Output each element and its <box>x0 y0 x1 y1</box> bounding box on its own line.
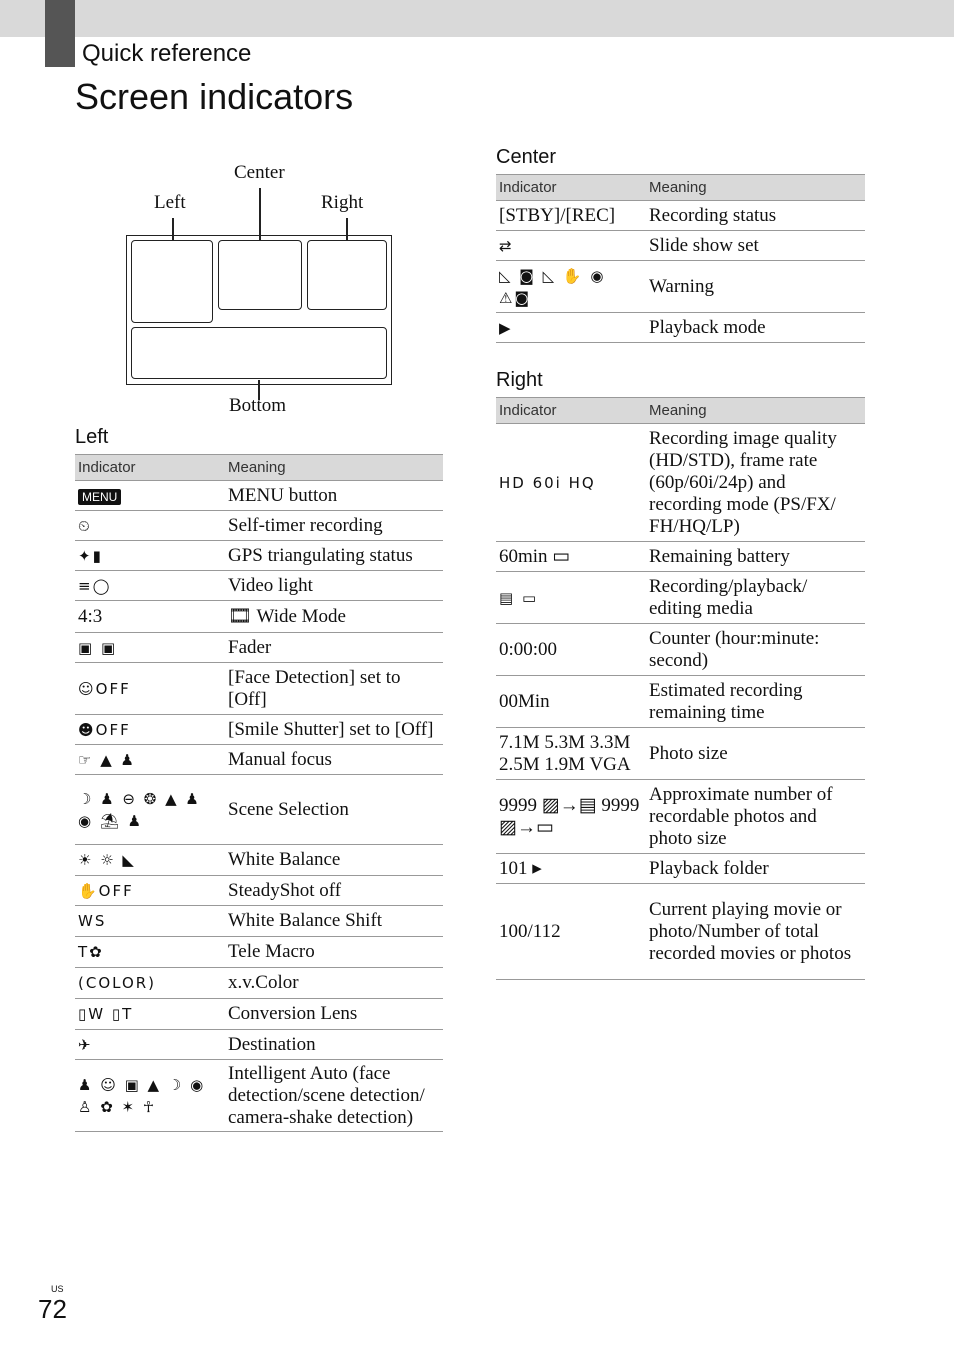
indicator-column-header: Indicator <box>496 175 646 201</box>
table-row <box>75 571 443 601</box>
meaning-cell: Intelligent Auto (face detection/scene detection/ camera-shake detection) <box>225 1060 443 1132</box>
indicator-cell <box>75 876 225 906</box>
indicator-icon: WS <box>78 912 107 930</box>
indicator-cell <box>496 542 646 572</box>
center-table-title: Center <box>496 146 557 168</box>
indicator-cell <box>496 261 646 313</box>
meaning-cell: Estimated recording remaining time <box>646 676 865 728</box>
table-row <box>496 624 865 676</box>
indicator-cell <box>496 231 646 261</box>
right-table-title: Right <box>496 369 543 391</box>
indicator-icon: ◺ ◙ ◺ ✋ ◉ ⚠◙ <box>499 266 606 307</box>
meaning-cell: Playback folder <box>646 854 865 884</box>
table-row <box>75 745 443 775</box>
left-table-title: Left <box>75 426 109 448</box>
table-row <box>75 845 443 876</box>
indicator-icon: ⇄ <box>499 236 514 255</box>
table-row <box>496 201 865 231</box>
meaning-cell: 🎞 Wide Mode <box>225 601 443 633</box>
indicator-cell <box>75 511 225 541</box>
left-area-box <box>131 240 213 323</box>
table-row <box>75 601 443 633</box>
indicator-cell <box>496 676 646 728</box>
meaning-cell: Remaining battery <box>646 542 865 572</box>
indicator-icon: ☽ ♟ ⊖ ❂ ▲ ♟ ◉ ⛱ ♟ <box>78 789 201 830</box>
table-row <box>75 633 443 663</box>
table-row <box>496 313 865 343</box>
indicator-icon: 0:00:00 <box>499 638 558 660</box>
meaning-cell: Tele Macro <box>225 937 443 968</box>
table-row <box>496 542 865 572</box>
indicator-cell <box>496 854 646 884</box>
meaning-cell: Approximate number of recordable photos and photo size <box>646 780 865 854</box>
indicator-cell <box>75 845 225 876</box>
left-indicator-table <box>75 454 443 1132</box>
table-row <box>75 541 443 571</box>
table-row <box>75 968 443 999</box>
meaning-cell: Fader <box>225 633 443 663</box>
indicator-cell <box>75 663 225 715</box>
indicator-icon: [STBY]/[REC] <box>499 204 616 226</box>
indicator-icon: ✦▮ <box>78 546 103 565</box>
table-row <box>75 481 443 511</box>
indicator-cell <box>75 601 225 633</box>
indicator-cell <box>496 780 646 854</box>
indicator-icon: 100/112 <box>499 920 561 942</box>
indicator-icon: ≡◯ <box>78 576 112 595</box>
meaning-column-header: Meaning <box>225 455 443 481</box>
indicator-icon: ▶ <box>499 318 513 337</box>
indicator-cell <box>496 624 646 676</box>
table-row <box>75 1060 443 1132</box>
indicator-cell <box>75 633 225 663</box>
table-row <box>496 780 865 854</box>
table-row <box>496 676 865 728</box>
meaning-cell: Destination <box>225 1030 443 1060</box>
center-area-box <box>218 240 302 310</box>
center-indicator-table <box>496 174 865 343</box>
indicator-cell <box>75 937 225 968</box>
page-title: Screen indicators <box>75 76 354 117</box>
indicator-column-header: Indicator <box>75 455 225 481</box>
indicator-icon: 4:3 <box>78 605 103 627</box>
diagram-right-label: Right <box>321 192 364 213</box>
image-quality-icon: HD 60i HQ <box>499 473 596 492</box>
meaning-cell: Photo size <box>646 728 865 780</box>
section-tab <box>45 0 75 67</box>
meaning-cell: Counter (hour:minute: second) <box>646 624 865 676</box>
screen-frame <box>126 235 392 385</box>
table-row <box>75 511 443 541</box>
meaning-cell: GPS triangulating status <box>225 541 443 571</box>
table-row <box>496 231 865 261</box>
indicator-icon: ☞ ▲ ♟ <box>78 750 136 769</box>
indicator-cell <box>496 728 646 780</box>
meaning-cell: x.v.Color <box>225 968 443 999</box>
meaning-cell: Manual focus <box>225 745 443 775</box>
meaning-cell: Recording image quality (HD/STD), frame rate (60p/60i/24p) and recording mode (PS/FX/ FH/HQ/LP) <box>646 424 865 542</box>
meaning-cell: Playback mode <box>646 313 865 343</box>
meaning-cell: Recording status <box>646 201 865 231</box>
indicator-icon: ⏲ <box>78 516 92 535</box>
table-row <box>75 663 443 715</box>
page-region: US <box>51 1284 64 1294</box>
indicator-icon: 7.1M 5.3M 3.3M 2.5M 1.9M VGA <box>499 731 631 775</box>
meaning-cell: Warning <box>646 261 865 313</box>
indicator-icon: ✈ <box>78 1035 93 1054</box>
indicator-icon: 101 ▸ <box>499 857 542 879</box>
table-row <box>75 999 443 1030</box>
meaning-column-header: Meaning <box>646 175 865 201</box>
indicator-icon: ♟ ☺ ▣ ▲ ☽ ◉ ♙ ✿ ✶ ☥ <box>78 1075 206 1116</box>
indicator-icon: ✋OFF <box>78 881 134 900</box>
table-row <box>496 261 865 313</box>
table-row <box>75 876 443 906</box>
indicator-icon: T✿ <box>78 943 104 961</box>
meaning-cell: White Balance <box>225 845 443 876</box>
indicator-cell <box>496 313 646 343</box>
indicator-cell <box>75 481 225 511</box>
meaning-cell: Scene Selection <box>225 775 443 845</box>
indicator-icon: 00Min <box>499 690 550 712</box>
table-row <box>75 937 443 968</box>
header-bar <box>0 0 954 37</box>
indicator-icon: ☺OFF <box>78 679 131 698</box>
table-row <box>496 424 865 542</box>
indicator-cell <box>75 1030 225 1060</box>
indicator-icon: ▣ ▣ <box>78 638 118 657</box>
menu-icon: MENU <box>78 489 121 505</box>
meaning-cell: Self-timer recording <box>225 511 443 541</box>
meaning-column-header: Meaning <box>646 398 865 424</box>
table-row <box>496 572 865 624</box>
indicator-icon: ☀ ☼ ◣ <box>78 851 136 869</box>
indicator-cell <box>75 999 225 1030</box>
indicator-cell <box>75 715 225 745</box>
indicator-cell <box>496 572 646 624</box>
diagram-left-label: Left <box>154 192 186 213</box>
indicator-column-header: Indicator <box>496 398 646 424</box>
indicator-cell <box>75 968 225 999</box>
diagram-bottom-label: Bottom <box>229 395 287 416</box>
meaning-cell: Slide show set <box>646 231 865 261</box>
meaning-cell: [Smile Shutter] set to [Off] <box>225 715 443 745</box>
indicator-icon: 60min ▭ <box>499 545 571 567</box>
page-number: 72 <box>38 1294 67 1324</box>
center-leader-line <box>259 188 261 240</box>
table-row <box>496 884 865 980</box>
bottom-area-box <box>131 327 387 379</box>
table-row <box>75 715 443 745</box>
indicator-cell <box>496 201 646 231</box>
indicator-icon: ▯W ▯T <box>78 1005 134 1023</box>
meaning-cell: MENU button <box>225 481 443 511</box>
indicator-cell <box>75 541 225 571</box>
table-row <box>496 728 865 780</box>
indicator-cell <box>75 1060 225 1132</box>
meaning-cell: Recording/playback/ editing media <box>646 572 865 624</box>
table-row <box>496 854 865 884</box>
indicator-cell <box>75 571 225 601</box>
meaning-cell: SteadyShot off <box>225 876 443 906</box>
indicator-icon: (COLOR) <box>78 974 157 992</box>
indicator-cell <box>75 906 225 937</box>
indicator-cell <box>75 775 225 845</box>
table-row <box>75 906 443 937</box>
indicator-icon: ☻OFF <box>78 720 131 739</box>
indicator-icon: 9999 ▨→▤ 9999 ▨→▭ <box>499 794 640 838</box>
meaning-cell: Conversion Lens <box>225 999 443 1030</box>
table-row <box>75 775 443 845</box>
right-area-box <box>307 240 387 310</box>
indicator-cell <box>75 745 225 775</box>
table-row <box>75 1030 443 1060</box>
indicator-icon: ▤ ▭ <box>499 588 539 607</box>
section-title: Quick reference <box>82 40 252 67</box>
right-indicator-table <box>496 397 865 980</box>
indicator-cell <box>496 884 646 980</box>
meaning-cell: Video light <box>225 571 443 601</box>
meaning-cell: White Balance Shift <box>225 906 443 937</box>
diagram-center-label: Center <box>234 162 285 183</box>
meaning-cell: [Face Detection] set to [Off] <box>225 663 443 715</box>
meaning-cell: Current playing movie or photo/Number of total recorded movies or photos <box>646 884 865 980</box>
indicator-cell <box>496 424 646 542</box>
